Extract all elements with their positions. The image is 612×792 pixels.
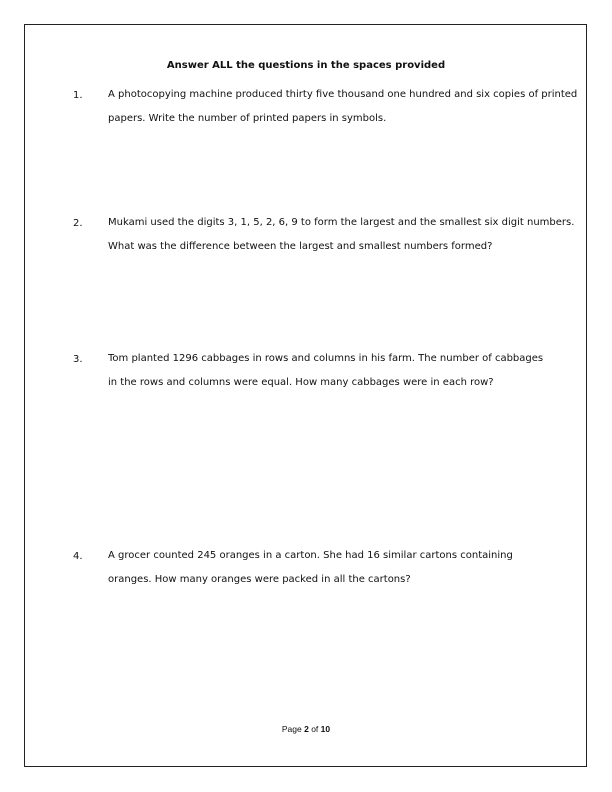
total-pages: 10	[320, 724, 331, 734]
page-label: Page	[281, 724, 305, 734]
page-of: of	[308, 724, 321, 734]
question-text: Mukami used the digits 3, 1, 5, 2, 6, 9 to form the largest and the smallest six digit numbers. What was the difference between the largest and smallest numbers formed?	[108, 217, 575, 252]
page-number	[0, 724, 612, 734]
question-text: A photocopying machine produced thirty five thousand one hundred and six copies of printed papers. Write the number of printed papers in symbols.	[108, 89, 578, 124]
current-page: 2	[304, 724, 309, 734]
page-border	[24, 24, 587, 767]
question-number: 3.	[73, 354, 83, 365]
question-number: 2.	[73, 218, 83, 229]
question-number: 4.	[73, 551, 83, 562]
instructions-heading: Answer ALL the questions in the spaces provided	[166, 60, 446, 71]
question-text: Tom planted 1296 cabbages in rows and columns in his farm. The number of cabbages in the rows and columns were equal. How many cabbages were in each row?	[108, 353, 544, 388]
question-text: A grocer counted 245 oranges in a carton. She had 16 similar cartons containing oranges. How many oranges were packed in all the cartons?	[108, 550, 513, 585]
question-number: 1.	[73, 90, 83, 101]
